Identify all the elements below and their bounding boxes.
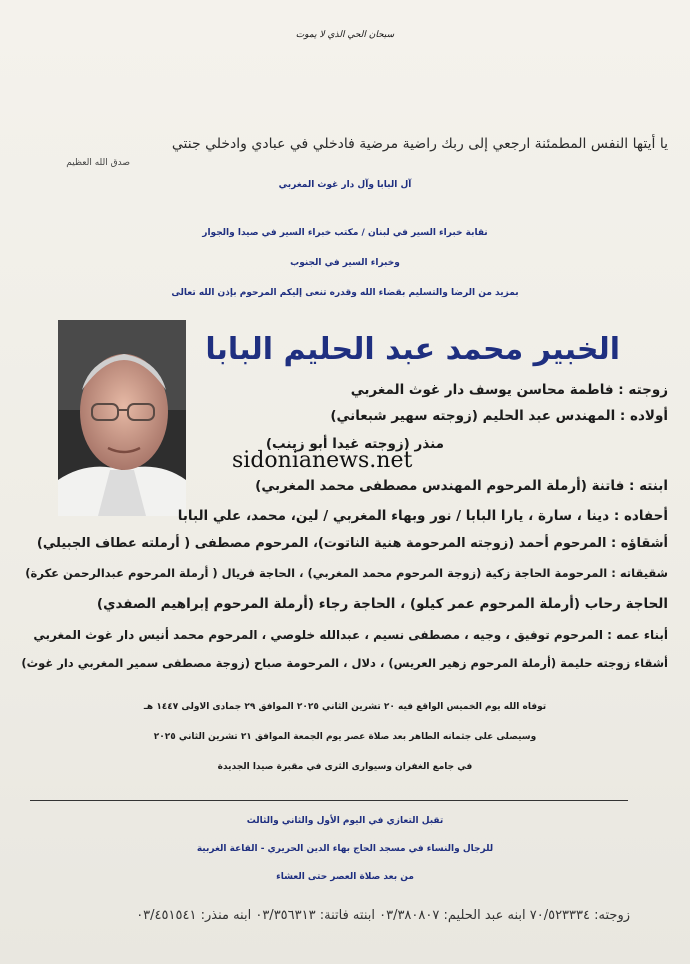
- quran-verse: يا أيتها النفس المطمئنة ارجعي إلى ربك راضية مرضية فادخلي في عبادي وادخلي جنتي: [171, 136, 668, 152]
- funeral-prayer: وسيصلى على جثمانه الطاهر بعد صلاة عصر يوم الجمعة الموافق ٢١ تشرين الثاني ٢٠٢٥: [153, 732, 537, 742]
- family-announcers: آل البابا وآل دار غوث المغربي: [278, 180, 412, 190]
- burial-place: في جامع الغفران وسيوارى الثرى في مقبرة صيدا الجديدة: [217, 762, 473, 772]
- deceased-name: الخبير محمد عبد الحليم البابا: [205, 332, 620, 367]
- relative-sons-1: أولاده : المهندس عبد الحليم (زوجته سهير شبعاني): [330, 408, 668, 424]
- contact-phones: زوجته: ٧٠/٥٢٣٣٣٤ ابنه عبد الحليم: ٠٣/٣٨٠٨٠٧ ابنته فاتنة: ٠٣/٣٥٦٣١٣ ابنه منذر: ٠٣/٤٥١٥٤١: [136, 908, 630, 923]
- relative-daughter: ابنته : فاتنة (أرملة المرحوم المهندس مصطفى محمد المغربي): [255, 478, 668, 494]
- condolence-location: للرجال والنساء في مسجد الحاج بهاء الدين الحريري - القاعة الغربية: [196, 844, 494, 854]
- verse-source: صدق الله العظيم: [66, 158, 130, 168]
- portrait-image: [58, 320, 186, 516]
- association-line-1: نقابة خبراء السير في لبنان / مكتب خبراء السير في صيدا والجوار: [202, 228, 488, 238]
- section-divider: [30, 800, 628, 801]
- deceased-photo: [58, 320, 186, 516]
- announcement-text: بمزيد من الرضا والتسليم بقضاء الله وقدره تنعى إليكم المرحوم بإذن الله تعالى: [171, 288, 519, 298]
- death-date: توفاه الله يوم الخميس الواقع فيه ٢٠ تشرين الثاني ٢٠٢٥ الموافق ٢٩ جمادى الاولى ١٤٤٧ هـ: [143, 702, 547, 712]
- condolence-hours: من بعد صلاة العصر حتى العشاء: [276, 872, 414, 882]
- relative-grandchildren: أحفاده : دينا ، سارة ، يارا البابا / نور وبهاء المغربي / لين، محمد، علي البابا: [177, 508, 668, 524]
- relative-sisters-1: شقيقاته : المرحومة الحاجة زكية (زوجة المرحوم محمد المغربي) ، الحاجة فريال ( أرملة المرحوم عبدالرحمن عكرة): [25, 566, 668, 580]
- relative-wife-siblings: أشقاء زوجته حليمة (أرملة المرحوم زهير العريس) ، دلال ، المرحومة صباح (زوجة مصطفى سمير المغربي دار غوث): [21, 656, 668, 670]
- watermark-text: sidonianews.net: [232, 448, 413, 473]
- relative-wife: زوجته : فاطمة محاسن يوسف دار غوث المغربي: [350, 382, 668, 398]
- relative-brothers: أشقاؤه : المرحوم أحمد (زوجته المرحومة هنية الناتوت)، المرحوم مصطفى ( أرملته عطاف الجبيلي): [36, 536, 668, 551]
- condolence-days: تقبل التعازي في اليوم الأول والثاني والثالث: [246, 816, 444, 826]
- relative-sisters-2: الحاجة رحاب (أرملة المرحوم عمر كيلو) ، الحاجة رجاء (أرملة المرحوم إبراهيم الصفدي): [96, 596, 668, 612]
- relative-cousins: أبناء عمه : المرحوم توفيق ، وجيه ، مصطفى نسيم ، عبدالله خلوصي ، المرحوم محمد أنيس دار غوث المغربي: [33, 628, 668, 642]
- relative-sons-2: منذر (زوجته غيدا أبو زينب): [265, 436, 444, 452]
- calligraphy-title: سبحان الحي الذي لا يموت: [295, 30, 395, 40]
- association-line-2: وخبراء السير في الجنوب: [290, 258, 400, 268]
